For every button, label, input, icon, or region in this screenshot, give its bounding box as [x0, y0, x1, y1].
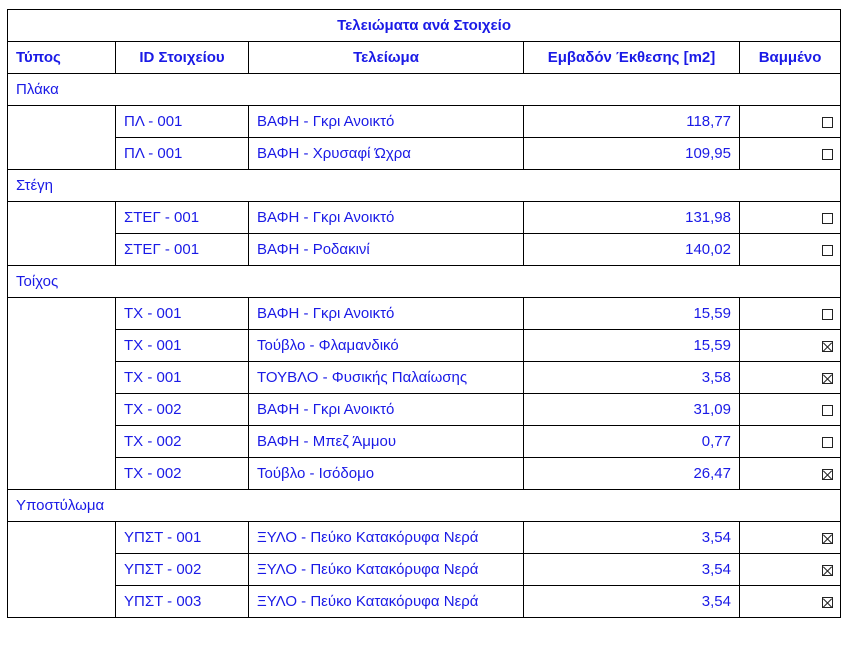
finish-cell: ΒΑΦΗ - Γκρι Ανοικτό	[249, 202, 524, 234]
exposed-area-cell: 109,95	[524, 138, 740, 170]
table-row[interactable]	[8, 106, 841, 138]
painted-cell	[740, 426, 841, 458]
finish-cell: ΤΟΥΒΛΟ - Φυσικής Παλαίωσης	[249, 362, 524, 394]
painted-checkbox-checked[interactable]	[822, 341, 833, 352]
element-id-cell: ΥΠΣΤ - 001	[116, 522, 249, 554]
column-header-element-id[interactable]: ID Στοιχείου	[116, 42, 249, 74]
painted-cell	[740, 234, 841, 266]
painted-checkbox-checked[interactable]	[822, 373, 833, 384]
table-row[interactable]	[8, 330, 841, 362]
exposed-area-cell: 15,59	[524, 298, 740, 330]
painted-checkbox-checked[interactable]	[822, 597, 833, 608]
group-row	[8, 170, 841, 202]
painted-checkbox-unchecked[interactable]	[822, 117, 833, 128]
group-row	[8, 490, 841, 522]
element-id-cell: ΣΤΕΓ - 001	[116, 202, 249, 234]
element-id-cell: ΤΧ - 002	[116, 394, 249, 426]
exposed-area-cell: 3,54	[524, 554, 740, 586]
column-header-painted[interactable]: Βαμμένο	[740, 42, 841, 74]
exposed-area-cell: 3,58	[524, 362, 740, 394]
group-label: Στέγη	[8, 170, 841, 202]
finish-cell: ΞΥΛΟ - Πεύκο Κατακόρυφα Νερά	[249, 554, 524, 586]
type-cell-empty	[8, 298, 116, 490]
painted-cell	[740, 298, 841, 330]
column-header-exposed-area[interactable]: Εμβαδόν Έκθεσης [m2]	[524, 42, 740, 74]
painted-cell	[740, 586, 841, 618]
painted-cell	[740, 458, 841, 490]
table-title: Τελειώματα ανά Στοιχείο	[8, 10, 841, 42]
element-id-cell: ΤΧ - 001	[116, 362, 249, 394]
painted-checkbox-unchecked[interactable]	[822, 213, 833, 224]
group-label: Πλάκα	[8, 74, 841, 106]
painted-cell	[740, 554, 841, 586]
painted-checkbox-checked[interactable]	[822, 565, 833, 576]
painted-checkbox-checked[interactable]	[822, 469, 833, 480]
table-row[interactable]	[8, 138, 841, 170]
painted-checkbox-unchecked[interactable]	[822, 405, 833, 416]
element-id-cell: ΤΧ - 002	[116, 458, 249, 490]
element-id-cell: ΤΧ - 001	[116, 298, 249, 330]
header-row	[8, 42, 841, 74]
column-header-type[interactable]: Τύπος	[8, 42, 116, 74]
group-row	[8, 74, 841, 106]
table-row[interactable]	[8, 234, 841, 266]
finish-cell: ΒΑΦΗ - Χρυσαφί Ώχρα	[249, 138, 524, 170]
exposed-area-cell: 118,77	[524, 106, 740, 138]
exposed-area-cell: 131,98	[524, 202, 740, 234]
group-row	[8, 266, 841, 298]
finish-cell: Τούβλο - Φλαμανδικό	[249, 330, 524, 362]
element-id-cell: ΤΧ - 001	[116, 330, 249, 362]
painted-cell	[740, 522, 841, 554]
table-row[interactable]	[8, 522, 841, 554]
column-header-finish[interactable]: Τελείωμα	[249, 42, 524, 74]
painted-checkbox-unchecked[interactable]	[822, 437, 833, 448]
schedule-body	[8, 74, 841, 618]
type-cell-empty	[8, 202, 116, 266]
element-id-cell: ΣΤΕΓ - 001	[116, 234, 249, 266]
painted-checkbox-unchecked[interactable]	[822, 309, 833, 320]
element-id-cell: ΥΠΣΤ - 002	[116, 554, 249, 586]
finishes-schedule-table	[7, 9, 841, 618]
exposed-area-cell: 0,77	[524, 426, 740, 458]
painted-checkbox-unchecked[interactable]	[822, 149, 833, 160]
finish-cell: ΒΑΦΗ - Ροδακινί	[249, 234, 524, 266]
painted-cell	[740, 138, 841, 170]
painted-checkbox-checked[interactable]	[822, 533, 833, 544]
table-row[interactable]	[8, 554, 841, 586]
painted-checkbox-unchecked[interactable]	[822, 245, 833, 256]
painted-cell	[740, 394, 841, 426]
finish-cell: ΒΑΦΗ - Γκρι Ανοικτό	[249, 106, 524, 138]
table-title-row	[8, 10, 841, 42]
type-cell-empty	[8, 522, 116, 618]
exposed-area-cell: 140,02	[524, 234, 740, 266]
exposed-area-cell: 3,54	[524, 522, 740, 554]
group-label: Τοίχος	[8, 266, 841, 298]
table-row[interactable]	[8, 202, 841, 234]
exposed-area-cell: 3,54	[524, 586, 740, 618]
table-row[interactable]	[8, 298, 841, 330]
finish-cell: ΞΥΛΟ - Πεύκο Κατακόρυφα Νερά	[249, 586, 524, 618]
type-cell-empty	[8, 106, 116, 170]
painted-cell	[740, 362, 841, 394]
element-id-cell: ΤΧ - 002	[116, 426, 249, 458]
painted-cell	[740, 106, 841, 138]
painted-cell	[740, 330, 841, 362]
table-row[interactable]	[8, 362, 841, 394]
finish-cell: ΒΑΦΗ - Γκρι Ανοικτό	[249, 394, 524, 426]
finish-cell: ΒΑΦΗ - Μπεζ Άμμου	[249, 426, 524, 458]
element-id-cell: ΥΠΣΤ - 003	[116, 586, 249, 618]
table-row[interactable]	[8, 426, 841, 458]
exposed-area-cell: 15,59	[524, 330, 740, 362]
element-id-cell: ΠΛ - 001	[116, 138, 249, 170]
finish-cell: ΒΑΦΗ - Γκρι Ανοικτό	[249, 298, 524, 330]
group-label: Υποστύλωμα	[8, 490, 841, 522]
element-id-cell: ΠΛ - 001	[116, 106, 249, 138]
finish-cell: Τούβλο - Ισόδομο	[249, 458, 524, 490]
table-row[interactable]	[8, 586, 841, 618]
exposed-area-cell: 31,09	[524, 394, 740, 426]
table-row[interactable]	[8, 458, 841, 490]
table-row[interactable]	[8, 394, 841, 426]
exposed-area-cell: 26,47	[524, 458, 740, 490]
finish-cell: ΞΥΛΟ - Πεύκο Κατακόρυφα Νερά	[249, 522, 524, 554]
painted-cell	[740, 202, 841, 234]
